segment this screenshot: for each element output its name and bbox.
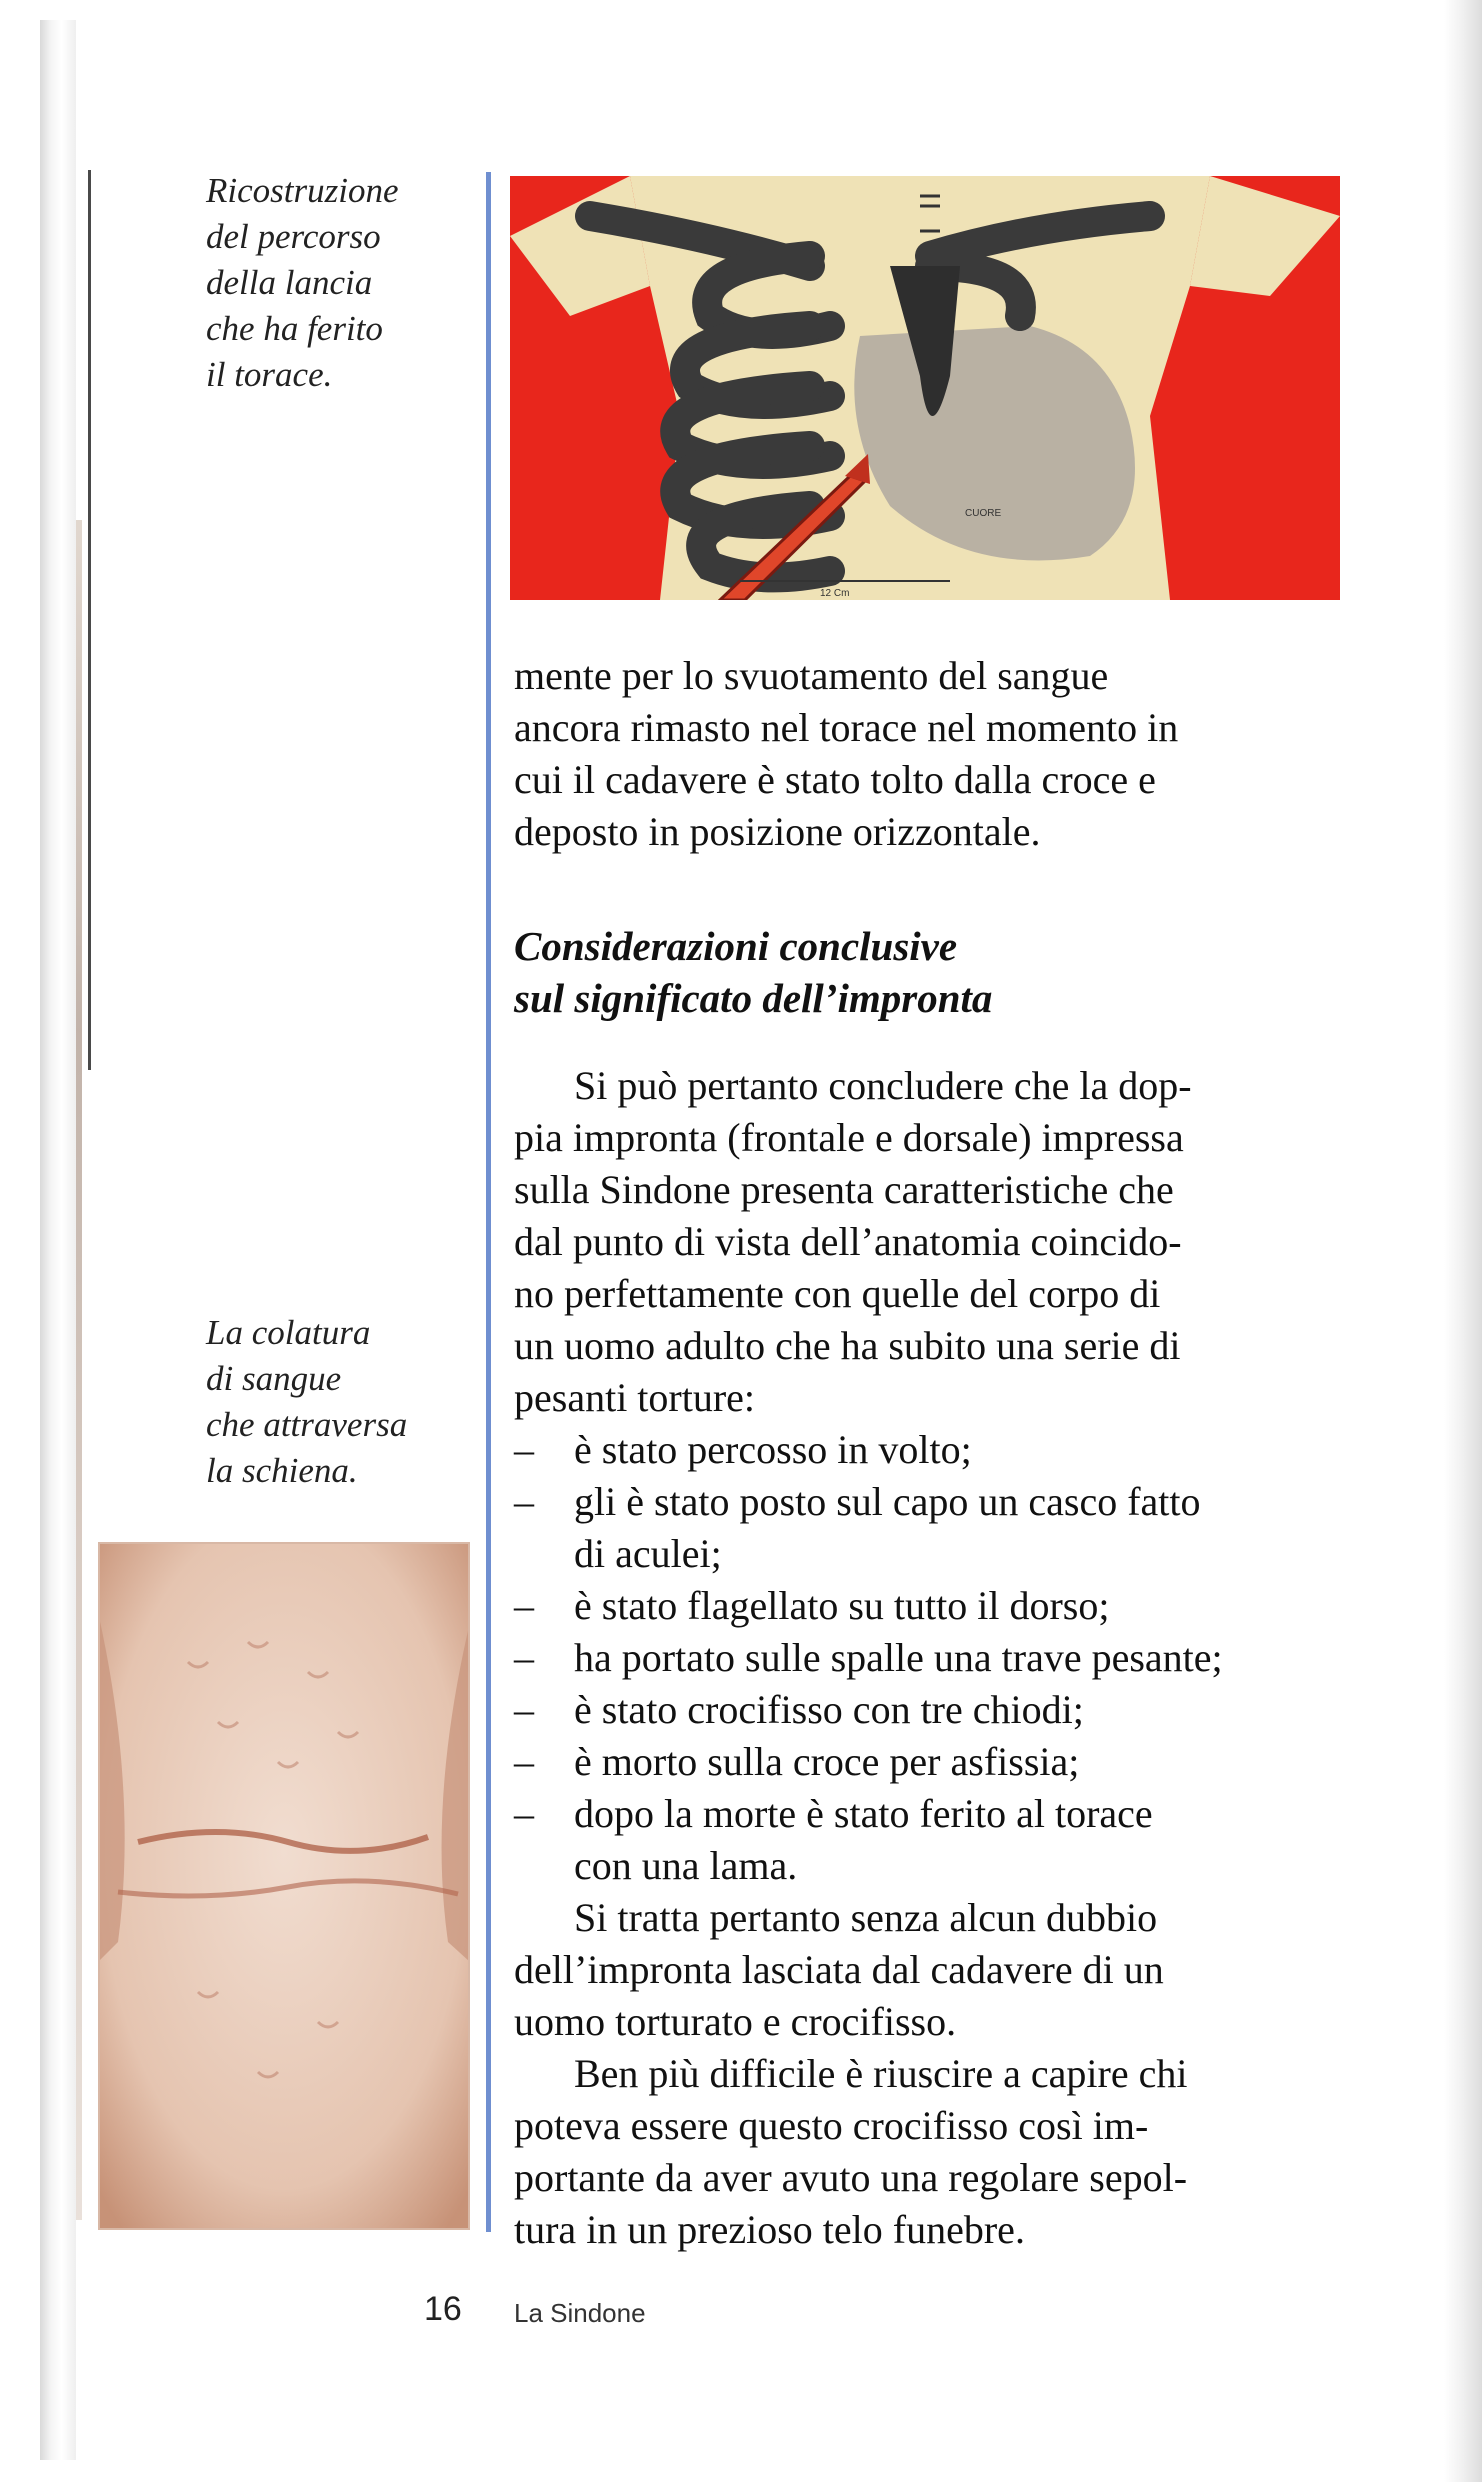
text-line: mente per lo svuotamento del sangue xyxy=(514,653,1109,698)
binding-line xyxy=(88,170,91,1070)
list-item xyxy=(514,1736,1354,1788)
list-item-text: ha portato sulle spalle una trave pesante; xyxy=(574,1635,1223,1680)
text-line: pia impronta (frontale e dorsale) impressa xyxy=(514,1115,1184,1160)
list-dash: – xyxy=(514,1635,534,1680)
section-heading xyxy=(514,920,1354,1024)
list-dash: – xyxy=(514,1427,534,1472)
list-dash: – xyxy=(514,1687,534,1732)
main-text xyxy=(514,1060,1354,2256)
text-line: Ben più difficile è riuscire a capire chi xyxy=(574,2051,1188,2096)
text-line: Si può pertanto concludere che la dop- xyxy=(574,1063,1192,1108)
list-dash: – xyxy=(514,1479,534,1524)
list-item xyxy=(514,1476,1354,1528)
text-line: pesanti torture: xyxy=(514,1375,756,1420)
binding-strip xyxy=(76,520,82,2220)
list-item-text: è stato percosso in volto; xyxy=(574,1427,972,1472)
text-line: no perfettamente con quelle del corpo di xyxy=(514,1271,1161,1316)
list-item-text: gli è stato posto sul capo un casco fatto xyxy=(574,1479,1201,1524)
text-line: dal punto di vista dell’anatomia coincido- xyxy=(514,1219,1182,1264)
list-dash: – xyxy=(514,1739,534,1784)
caption-line: La colatura xyxy=(206,1313,371,1352)
caption-line: del percorso xyxy=(206,217,381,256)
list-item xyxy=(514,1632,1354,1684)
text-line: poteva essere questo crocifisso così im- xyxy=(514,2103,1149,2148)
caption-lance-path xyxy=(206,168,446,398)
heading-line: sul significato dell’impronta xyxy=(514,975,993,1021)
column-rule xyxy=(486,172,491,2232)
list-item xyxy=(514,1684,1354,1736)
text-line: dell’impronta lasciata dal cadavere di un xyxy=(514,1947,1164,1992)
caption-line: della lancia xyxy=(206,263,373,302)
text-line: cui il cadavere è stato tolto dalla croce e xyxy=(514,757,1156,802)
caption-blood-flow xyxy=(206,1310,446,1494)
list-item xyxy=(514,1580,1354,1632)
page-number: 16 xyxy=(424,2290,462,2328)
caption-line: la schiena. xyxy=(206,1451,358,1490)
list-item-text: è morto sulla croce per asfissia; xyxy=(574,1739,1080,1784)
list-item-continuation: con una lama. xyxy=(574,1843,798,1888)
running-title: La Sindone xyxy=(514,2298,646,2328)
scale-label: 12 Cm xyxy=(820,588,850,599)
chest-reconstruction-figure xyxy=(510,176,1340,600)
list-dash: – xyxy=(514,1583,534,1628)
list-item xyxy=(514,1788,1354,1840)
caption-line: che ha ferito xyxy=(206,309,383,348)
caption-line: che attraversa xyxy=(206,1405,408,1444)
list-item-text: è stato crocifisso con tre chiodi; xyxy=(574,1687,1084,1732)
text-line: portante da aver avuto una regolare sepol- xyxy=(514,2155,1188,2200)
list-item-text: è stato flagellato su tutto il dorso; xyxy=(574,1583,1110,1628)
caption-line: Ricostruzione xyxy=(206,171,399,210)
text-line: un uomo adulto che ha subito una serie di xyxy=(514,1323,1181,1368)
text-line: tura in un prezioso telo funebre. xyxy=(514,2207,1025,2252)
next-page-edge xyxy=(1444,0,1482,2482)
shroud-back-figure xyxy=(98,1542,470,2230)
page-binding xyxy=(40,20,76,2460)
caption-line: di sangue xyxy=(206,1359,342,1398)
text-line: sulla Sindone presenta caratteristiche che xyxy=(514,1167,1174,1212)
paragraph-continuation xyxy=(514,650,1354,858)
heart-label: CUORE xyxy=(965,508,1002,519)
list-item-continuation: di aculei; xyxy=(574,1531,722,1576)
text-line: uomo torturato e crocifisso. xyxy=(514,1999,957,2044)
text-line: deposto in posizione orizzontale. xyxy=(514,809,1041,854)
caption-line: il torace. xyxy=(206,355,333,394)
heading-line: Considerazioni conclusive xyxy=(514,923,958,969)
text-line: Si tratta pertanto senza alcun dubbio xyxy=(574,1895,1158,1940)
text-line: ancora rimasto nel torace nel momento in xyxy=(514,705,1179,750)
list-dash: – xyxy=(514,1791,534,1836)
list-item-text: dopo la morte è stato ferito al torace xyxy=(574,1791,1153,1836)
list-item xyxy=(514,1424,1354,1476)
